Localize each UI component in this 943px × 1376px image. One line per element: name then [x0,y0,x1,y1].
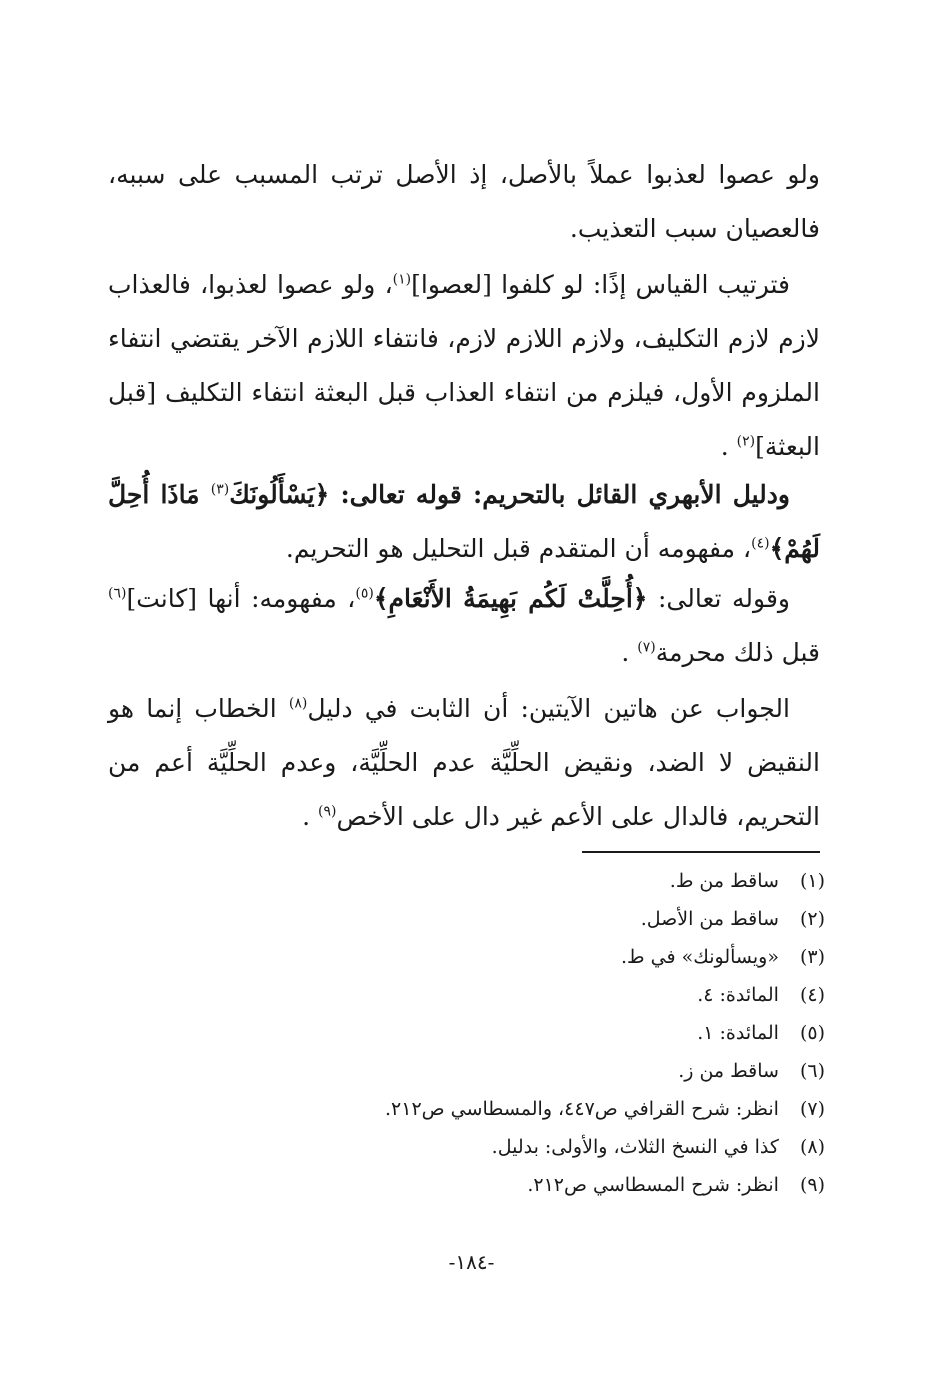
paragraph-4-verse: ﴿أُحِلَّتْ لَكُم بَهِيمَةُ الأَنْعَامِ﴾ [373,584,648,613]
paragraph-4-text-d: . [621,638,638,667]
paragraph-5-text-a: الجواب عن هاتين الآيتين: أن الثابت في دليل [307,694,790,723]
footnote-item [265,1014,825,1052]
footnote-list [265,862,825,1204]
paragraph-4-text-b: ، مفهومه: أنها [كانت] [126,584,356,613]
footnote-text: كذا في النسخ الثلاث، والأولى: بدليل. [491,1136,779,1158]
paragraph-3 [108,468,820,576]
footnote-text: المائدة: ٤. [697,984,779,1006]
footnote-ref-1[interactable]: (١) [392,271,412,288]
footnote-item [265,900,825,938]
paragraph-2-text-b: ، ولو عصوا لعذبوا، فالعذاب لازم لازم التكليف، ولازم اللازم لازم، فانتفاء اللازم الآخر يقتضي انتفاء الملزوم الأول، فيلزم من انتفاء العذاب قبل البعثة انتفاء التكليف [قبل البعثة] [108,270,820,461]
paragraph-5-text-b: الخطاب إنما هو النقيض لا الضد، ونقيض الحلِّيَّة عدم الحلِّيَّة، وعدم الحلِّيَّة أعم من التحريم، فالدال على الأعم غير دال على الأخص [108,694,820,831]
footnote-item [265,862,825,900]
paragraph-3-verse: مَاذَا أُحِلَّ لَهُمْ﴾ [108,480,820,563]
footnote-ref-4[interactable]: (٤) [751,535,770,552]
footnote-number: (٢) [799,908,825,930]
footnote-item [265,1166,825,1204]
footnote-number: (٦) [799,1060,825,1082]
footnote-text: «ويسألونك» في ط. [620,946,779,968]
paragraph-2 [108,258,820,474]
paragraph-2-text-a: فترتيب القياس إذًا: لو كلفوا [لعصوا] [411,270,790,299]
footnote-ref-7[interactable]: (٧) [637,639,656,656]
paragraph-3-text-a: ودليل الأبهري القائل بالتحريم: قوله تعالى: ﴿يَسْأَلُونَكَ [229,480,790,509]
footnote-number: (١) [799,870,825,892]
page-number: -١٨٤- [448,1250,495,1274]
footnote-item [265,938,825,976]
paragraph-5 [108,682,820,844]
footnote-ref-6[interactable]: (٦) [108,585,127,602]
paragraph-5-text-c: . [302,802,319,831]
footnote-divider [582,851,820,853]
footnote-item [265,1128,825,1166]
footnote-text: انظر: شرح القرافي ص٤٤٧، والمسطاسي ص٢١٢. [385,1098,779,1120]
footnote-ref-9[interactable]: (٩) [318,803,337,820]
paragraph-1 [108,148,820,256]
footnote-text: ساقط من الأصل. [640,908,779,930]
footnote-text: ساقط من ز. [678,1060,779,1082]
footnote-item [265,1090,825,1128]
paragraph-4-text-c: قبل ذلك محرمة [655,638,820,667]
paragraph-3-text-c: ، مفهومه أن المتقدم قبل التحليل هو التحريم. [285,534,752,563]
footnote-number: (٤) [799,984,825,1006]
footnote-item [265,1052,825,1090]
paragraph-1-text: ولو عصوا لعذبوا عملاً بالأصل، إذ الأصل ترتب المسبب على سببه، فالعصيان سبب التعذيب. [108,160,820,243]
footnote-ref-2[interactable]: (٢) [736,433,756,450]
paragraph-2-text-c: . [720,432,737,461]
footnote-ref-5[interactable]: (٥) [355,585,374,602]
footnote-number: (٩) [799,1174,825,1196]
footnote-text: انظر: شرح المسطاسي ص٢١٢. [527,1174,779,1196]
footnote-item [265,976,825,1014]
footnote-ref-3[interactable]: (٣) [210,481,230,498]
footnote-text: المائدة: ١. [697,1022,779,1044]
footnote-number: (٣) [799,946,825,968]
footnote-number: (٥) [799,1022,825,1044]
footnote-ref-8[interactable]: (٨) [288,695,308,712]
footnote-number: (٨) [799,1136,825,1158]
paragraph-4 [108,572,820,680]
footnote-number: (٧) [799,1098,825,1120]
paragraph-4-text-a: وقوله تعالى: [647,584,790,613]
footnote-text: ساقط من ط. [669,870,779,892]
